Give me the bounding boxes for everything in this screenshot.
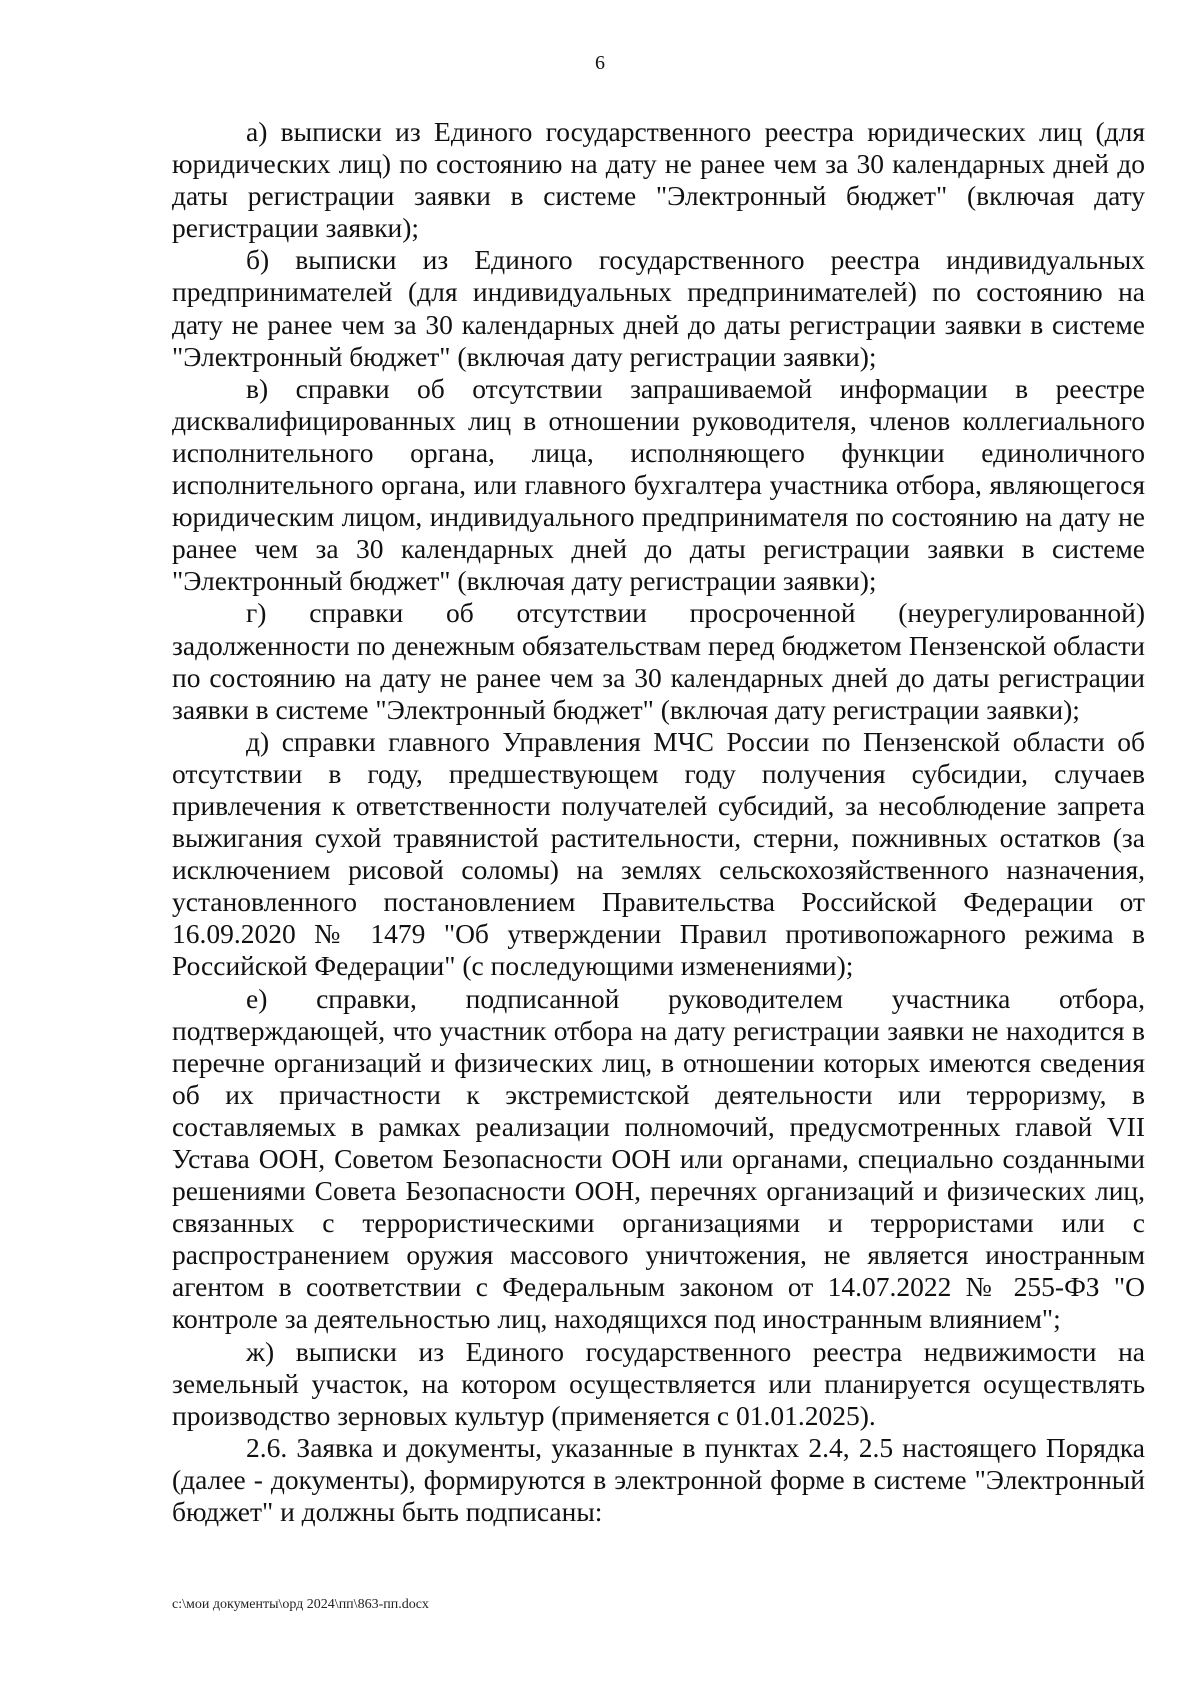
paragraph-g: г) справки об отсутствии просроченной (неурегулированной) задолженности по денежным обязательствам перед бюджетом Пензенской области по состоянию на дату не ранее чем за 30 календарных дней до даты регистрации заявки в системе "Электронный бюджет" (включая дату регистрации заявки); [172, 597, 1145, 725]
paragraph-d: д) справки главного Управления МЧС России по Пензенской области об отсутствии в году, предшествующем году получения субсидии, случаев привлечения к ответственности получателей субсидий, за несоблюдение запрета выжигания сухой травянистой растительности, стерни, пожнивных остатков (за исключением рисовой соломы) на землях сельскохозяйственного назначения, установленного постановлением Правительства Российской Федерации от 16.09.2020 № 1479 "Об утверждении Правил противопожарного режима в Российской Федерации" (с последующими изменениями); [172, 725, 1145, 982]
paragraph-2-6: 2.6. Заявка и документы, указанные в пунктах 2.4, 2.5 настоящего Порядка (далее - документы), формируются в электронной форме в системе "Электронный бюджет" и должны быть подписаны: [172, 1431, 1145, 1528]
paragraph-b: б) выписки из Единого государственного реестра индивидуальных предпринимателей (для индивидуальных предпринимателей) по состоянию на дату не ранее чем за 30 календарных дней до даты регистрации заявки в системе "Электронный бюджет" (включая дату регистрации заявки); [172, 244, 1145, 372]
paragraph-v: в) справки об отсутствии запрашиваемой информации в реестре дисквалифицированных лиц в отношении руководителя, членов коллегиального исполнительного органа, лица, исполняющего функции единоличного исполнительного органа, или главного бухгалтера участника отбора, являющегося юридическим лицом, индивидуального предпринимателя по состоянию на дату не ранее чем за 30 календарных дней до даты регистрации заявки в системе "Электронный бюджет" (включая дату регистрации заявки); [172, 372, 1145, 597]
document-body [172, 116, 1145, 1528]
paragraph-zh: ж) выписки из Единого государственного реестра недвижимости на земельный участок, на котором осуществляется или планируется осуществлять производство зерновых культур (применяется с 01.01.2025). [172, 1335, 1145, 1431]
paragraph-a: а) выписки из Единого государственного реестра юридических лиц (для юридических лиц) по состоянию на дату не ранее чем за 30 календарных дней до даты регистрации заявки в системе "Электронный бюджет" (включая дату регистрации заявки); [172, 116, 1145, 244]
paragraph-e: е) справки, подписанной руководителем участника отбора, подтверждающей, что участник отбора на дату регистрации заявки не находится в перечне организаций и физических лиц, в отношении которых имеются сведения об их причастности к экстремистской деятельности или терроризму, в составляемых в рамках реализации полномочий, предусмотренных главой VII Устава ООН, Советом Безопасности ООН или органами, специально созданными решениями Совета Безопасности ООН, перечнях организаций и физических лиц, связанных с террористическими организациями и террористами или с распространением оружия массового уничтожения, не является иностранным агентом в соответствии с Федеральным законом от 14.07.2022 № 255-ФЗ "О контроле за деятельностью лиц, находящихся под иностранным влиянием"; [172, 982, 1145, 1335]
page-number: 6 [595, 52, 605, 74]
footer-file-path: c:\мои документы\орд 2024\пп\863-пп.docx [172, 1597, 429, 1612]
